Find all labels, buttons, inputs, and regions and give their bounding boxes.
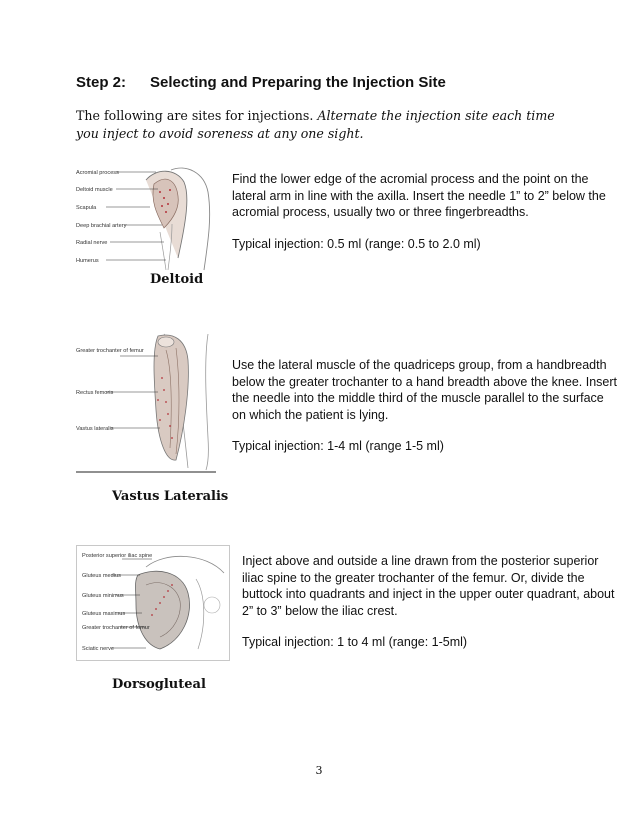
deltoid-label-humerus: Humerus bbox=[76, 258, 99, 264]
intro-italic-text: Alternate the injection site each time you inject to avoid soreness at any one sight. bbox=[76, 108, 555, 141]
deltoid-label-artery: Deep brachial artery bbox=[76, 223, 127, 229]
deltoid-caption: Deltoid bbox=[150, 272, 204, 287]
dorsogluteal-description: Inject above and outside a line drawn from the posterior superior iliac spine to the greater trochanter of the femur. Or, divide the buttock into quadrants and inject in the upper outer quadrant, about 2” to 3” below the iliac crest. bbox=[242, 554, 615, 618]
deltoid-description: Find the lower edge of the acromial process and the point on the lateral arm in line with the axilla. Insert the needle 1” to 2” below the acromial process, usually two or three fingerbreadths. bbox=[232, 172, 606, 219]
vastus-lateralis-caption: Vastus Lateralis bbox=[112, 489, 229, 504]
dorsogluteal-illustration bbox=[76, 545, 231, 662]
dorsogluteal-label-trochanter: Greater trochanter of femur bbox=[82, 625, 150, 631]
vastus-lateralis-description-block bbox=[232, 357, 617, 470]
deltoid-dosage: Typical injection: 0.5 ml (range: 0.5 to 2.0 ml) bbox=[232, 236, 481, 251]
dorsogluteal-label-sciatic: Sciatic nerve bbox=[82, 646, 115, 652]
deltoid-label-scapula: Scapula bbox=[76, 205, 97, 211]
dorsogluteal-dosage: Typical injection: 1 to 4 ml (range: 1-5ml) bbox=[242, 635, 468, 649]
vastus-lateralis-dosage: Typical injection: 1-4 ml (range 1-5 ml) bbox=[232, 439, 444, 453]
dorsogluteal-label-minimus: Gluteus minimus bbox=[82, 593, 124, 599]
dorsogluteal-label-iliac-spine: Posterior superior iliac spine bbox=[82, 553, 153, 559]
step-number: Step 2: bbox=[76, 74, 127, 91]
deltoid-label-acromial: Acromial process bbox=[76, 170, 119, 176]
dorsogluteal-label-medius: Gluteus medius bbox=[82, 573, 121, 579]
intro-plain-text: The following are sites for injections. bbox=[76, 108, 318, 123]
deltoid-description-block bbox=[232, 171, 607, 267]
step-title: Selecting and Preparing the Injection Site bbox=[150, 74, 446, 91]
vastus-lateralis-illustration bbox=[76, 330, 218, 476]
vastus-lateralis-description: Use the lateral muscle of the quadriceps group, from a handbreadth below the greater trochanter to a hand breadth above the knee. Insert the needle into the middle third of the muscle parallel to the surface on which the patient is lying. bbox=[232, 358, 617, 422]
dorsogluteal-caption: Dorsogluteal bbox=[112, 677, 206, 692]
page-number: 3 bbox=[315, 764, 323, 777]
vastus-label-rectus: Rectus femoris bbox=[76, 390, 114, 396]
dorsogluteal-label-maximus: Gluteus maximus bbox=[82, 611, 126, 617]
deltoid-label-radial-nerve: Radial nerve bbox=[76, 240, 108, 246]
dorsogluteal-description-block bbox=[242, 553, 617, 666]
deltoid-label-deltoid: Deltoid muscle bbox=[76, 187, 113, 193]
intro-paragraph bbox=[76, 107, 576, 143]
step-heading bbox=[76, 74, 446, 91]
vastus-label-vastus: Vastus lateralis bbox=[76, 426, 114, 432]
vastus-label-trochanter: Greater trochanter of femur bbox=[76, 348, 144, 354]
deltoid-illustration bbox=[76, 162, 226, 272]
